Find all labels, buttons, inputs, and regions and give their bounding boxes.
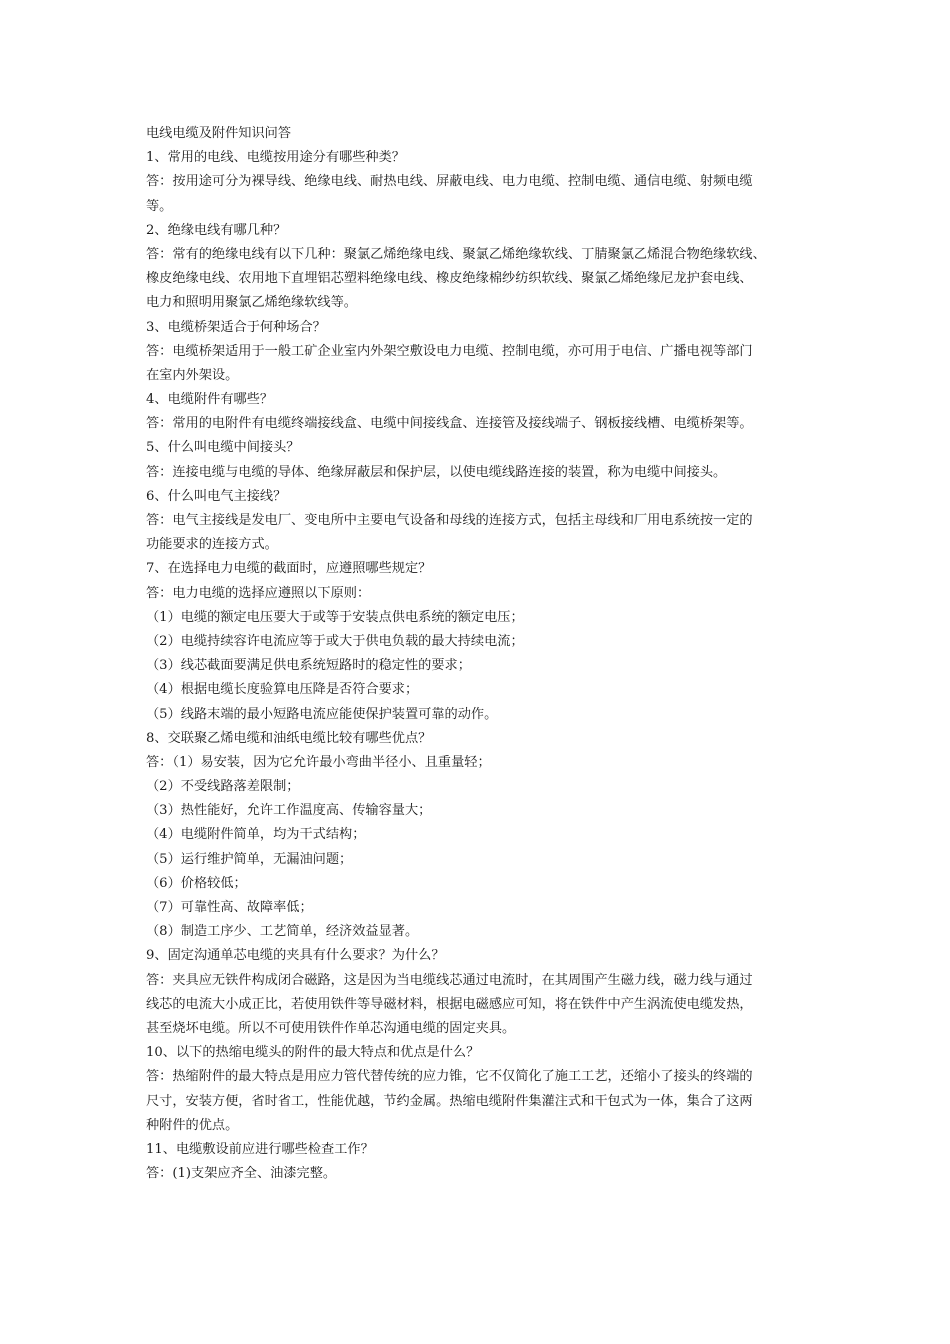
answer-2-line-1: 答：常有的绝缘电线有以下几种：聚氯乙烯绝缘电线、聚氯乙烯绝缘软线、丁腈聚氯乙烯混合物绝缘软线、 (146, 246, 766, 262)
answer-8-item-4: （4）电缆附件简单，均为干式结构； (146, 827, 366, 843)
question-2: 2、绝缘电线有哪几种？ (146, 222, 287, 238)
answer-9-line-1: 答：夹具应无铁件构成闭合磁路，这是因为当电缆线芯通过电流时，在其周围产生磁力线，磁力线与通过 (146, 972, 753, 988)
answer-6-line-1: 答：电气主接线是发电厂、变电所中主要电气设备和母线的连接方式，包括主母线和厂用电系统按一定的 (146, 513, 753, 528)
answer-8-item-2: （2）不受线路落差限制； (146, 779, 300, 795)
question-9: 9、固定沟通单芯电缆的夹具有什么要求？为什么？ (146, 948, 445, 964)
answer-4: 答：常用的电附件有电缆终端接线盒、电缆中间接线盒、连接管及接线端子、钢板接线槽、电缆桥架等。 (146, 416, 753, 432)
answer-8-item-8: （8）制造工序少、工艺简单，经济效益显著。 (146, 924, 419, 940)
question-11: 11、电缆敷设前应进行哪些检查工作？ (146, 1141, 374, 1157)
question-10: 10、以下的热缩电缆头的附件的最大特点和优点是什么？ (146, 1045, 480, 1061)
question-4: 4、电缆附件有哪些？ (146, 392, 274, 408)
question-7: 7、在选择电力电缆的截面时，应遵照哪些规定？ (146, 561, 432, 577)
question-8: 8、交联聚乙烯电缆和油纸电缆比较有哪些优点？ (146, 730, 432, 746)
answer-2-line-3: 电力和照明用聚氯乙烯绝缘软线等。 (146, 295, 357, 311)
question-6: 6、什么叫电气主接线？ (146, 488, 287, 504)
answer-10-line-2: 尺寸，安装方便，省时省工，性能优越，节约金属。热缩电缆附件集灌注式和干包式为一体，集合了这两 (146, 1093, 753, 1109)
answer-8-item-5: （5）运行维护简单，无漏油问题； (146, 851, 353, 867)
answer-5: 答：连接电缆与电缆的导体、绝缘屏蔽层和保护层，以使电缆线路连接的装置，称为电缆中间接头。 (146, 464, 727, 480)
question-5: 5、什么叫电缆中间接头？ (146, 440, 300, 456)
answer-9-line-3: 甚至烧坏电缆。所以不可使用铁件作单芯沟通电缆的固定夹具。 (146, 1020, 516, 1036)
answer-7-item-4: （4）根据电缆长度验算电压降是否符合要求； (146, 682, 419, 698)
answer-7-item-5: （5）线路末端的最小短路电流应能使保护装置可靠的动作。 (146, 706, 498, 722)
answer-8-item-6: （6）价格较低； (146, 875, 247, 891)
document-title: 电线电缆及附件知识问答 (146, 126, 292, 141)
answer-7-item-2: （2）电缆持续容许电流应等于或大于供电负载的最大持续电流； (146, 633, 524, 649)
answer-2-line-2: 橡皮绝缘电线、农用地下直埋铝芯塑料绝缘电线、橡皮绝缘棉纱纺织软线、聚氯乙烯绝缘尼龙护套电线、 (146, 271, 753, 287)
answer-8-item-3: （3）热性能好，允许工作温度高、传输容量大； (146, 803, 432, 819)
answer-1-line-2: 等。 (146, 198, 173, 214)
answer-9-line-2: 线芯的电流大小成正比，若使用铁件等导磁材料，根据电磁感应可知，将在铁件中产生涡流使电缆发热， (146, 996, 753, 1012)
answer-1-line-1: 答：按用途可分为裸导线、绝缘电线、耐热电线、屏蔽电线、电力电缆、控制电缆、通信电缆、射频电缆 (146, 174, 753, 190)
answer-3-line-1: 答：电缆桥架适用于一般工矿企业室内外架空敷设电力电缆、控制电缆，亦可用于电信、广播电视等部门 (146, 343, 753, 359)
question-1: 1、常用的电线、电缆按用途分有哪些种类？ (146, 150, 405, 166)
answer-7-item-3: （3）线芯截面要满足供电系统短路时的稳定性的要求； (146, 658, 471, 674)
answer-10-line-1: 答：热缩附件的最大特点是用应力管代替传统的应力锥，它不仅简化了施工工艺，还缩小了接头的终端的 (146, 1069, 753, 1085)
answer-6-line-2: 功能要求的连接方式。 (146, 537, 278, 553)
answer-3-line-2: 在室内外架设。 (146, 367, 239, 383)
answer-7-intro: 答：电力电缆的选择应遵照以下原则： (146, 585, 371, 601)
document-body (146, 122, 826, 1186)
answer-7-item-1: （1）电缆的额定电压要大于或等于安装点供电系统的额定电压； (146, 609, 524, 625)
answer-8-item-1: 答：（1）易安装，因为它允许最小弯曲半径小、且重量轻； (146, 754, 491, 770)
answer-11-item-1: 答：(1)支架应齐全、油漆完整。 (146, 1166, 337, 1182)
answer-10-line-3: 种附件的优点。 (146, 1117, 239, 1133)
question-3: 3、电缆桥架适合于何种场合？ (146, 319, 326, 335)
answer-8-item-7: （7）可靠性高、故障率低； (146, 900, 313, 915)
